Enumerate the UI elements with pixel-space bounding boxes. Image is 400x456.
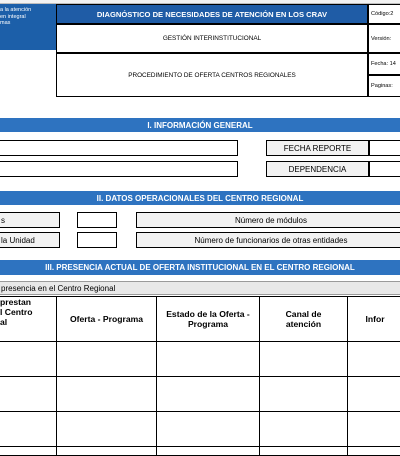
dependency-input[interactable] (369, 161, 400, 177)
column-header-offer-program: Oferta - Programa (56, 296, 157, 342)
column-header-entities-line-1: prestan (0, 297, 32, 307)
logo-text-line-1: a la atención (0, 7, 32, 13)
table-cell[interactable] (56, 446, 157, 456)
table-cell[interactable] (259, 411, 348, 447)
operational-label-2: la Unidad (0, 232, 60, 248)
table-cell[interactable] (56, 376, 157, 412)
table-cell[interactable] (259, 446, 348, 456)
table-cell[interactable] (347, 446, 400, 456)
operational-label-1: s (0, 212, 60, 228)
report-date-input[interactable] (369, 140, 400, 156)
regional-presence-subheader: presencia en el Centro Regional (0, 281, 400, 295)
table-cell[interactable] (0, 341, 57, 377)
date-field: Fecha: 14 (368, 53, 400, 75)
logo-text-line-3: mas (0, 20, 11, 26)
column-header-service-channel-line-2: atención (285, 319, 322, 329)
version-field: Versión: (368, 24, 400, 53)
procedure-name: PROCEDIMIENTO DE OFERTA CENTROS REGIONALES (56, 53, 368, 97)
column-header-offer-status-line-2: Programa (187, 319, 229, 329)
table-cell[interactable] (0, 376, 57, 412)
pages-field: Paginas: (368, 75, 400, 97)
table-cell[interactable] (347, 411, 400, 447)
process-name: GESTIÓN INTERINSTITUCIONAL (56, 24, 368, 53)
table-cell[interactable] (347, 376, 400, 412)
dependency-label: DEPENDENCIA (266, 161, 369, 177)
section-general-info-header: I. INFORMACIÓN GENERAL (0, 118, 400, 132)
column-header-service-channel-line-1: Canal de (285, 309, 322, 319)
column-header-information: Infor (347, 296, 400, 342)
logo-text-line-2: en integral (0, 13, 26, 20)
column-header-entities-line-2: l Centro (0, 307, 33, 317)
code-field: Código:2 (368, 4, 400, 24)
table-cell[interactable] (0, 446, 57, 456)
table-cell[interactable] (156, 341, 260, 377)
document-title: DIAGNÓSTICO DE NECESIDADES DE ATENCIÓN EN LOS CRAV (56, 4, 368, 24)
operational-input-2[interactable] (77, 232, 117, 248)
logo-block (0, 4, 56, 50)
report-date-label: FECHA REPORTE (266, 140, 369, 156)
table-cell[interactable] (156, 376, 260, 412)
modules-count-label: Número de módulos (136, 212, 400, 228)
column-header-offer-status-line-1: Estado de la Oferta - (166, 309, 250, 319)
section-institutional-offer-header: III. PRESENCIA ACTUAL DE OFERTA INSTITUCIONAL EN EL CENTRO REGIONAL (0, 260, 400, 275)
table-cell[interactable] (56, 341, 157, 377)
general-info-input-1[interactable] (0, 140, 238, 156)
section-operational-data-header: II. DATOS OPERACIONALES DEL CENTRO REGIONAL (0, 191, 400, 205)
table-cell[interactable] (347, 341, 400, 377)
table-cell[interactable] (56, 411, 157, 447)
column-header-entities-line-3: al (0, 317, 8, 327)
column-header-service-channel (259, 296, 348, 342)
table-cell[interactable] (259, 341, 348, 377)
general-info-input-2[interactable] (0, 161, 238, 177)
table-cell[interactable] (259, 376, 348, 412)
column-header-entities (0, 296, 57, 342)
table-cell[interactable] (156, 446, 260, 456)
column-header-offer-status (156, 296, 260, 342)
table-cell[interactable] (0, 411, 57, 447)
other-entities-staff-label: Número de funcionarios de otras entidades (136, 232, 400, 248)
operational-input-1[interactable] (77, 212, 117, 228)
table-cell[interactable] (156, 411, 260, 447)
